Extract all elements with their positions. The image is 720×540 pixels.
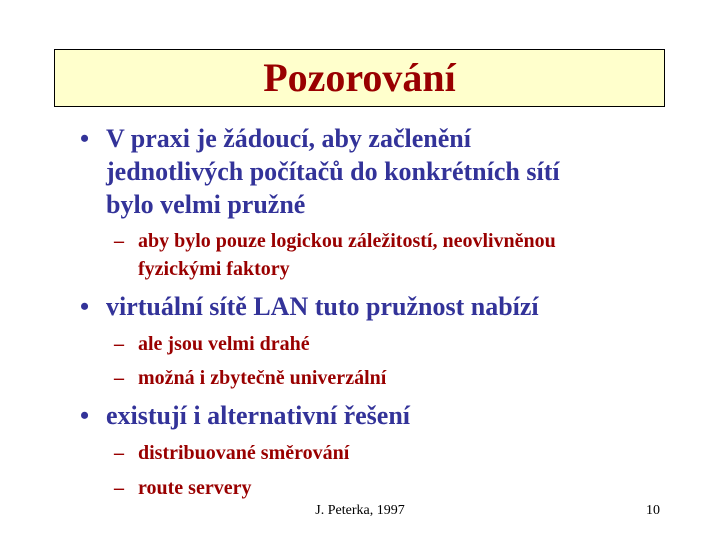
bullet-mark: • [80, 292, 90, 321]
sub-bullet-item [114, 474, 694, 502]
sub-bullet-item [114, 330, 694, 358]
sub-bullet-item [114, 439, 694, 467]
sub-bullet-item [114, 227, 694, 283]
sub-bullet-text-line: distribuované směrování [138, 442, 350, 464]
footer-author: J. Peterka, 1997 [315, 503, 405, 518]
slide-title: Pozorování [263, 55, 456, 100]
bullet-text-line: jednotlivých počítačů do konkrétních sítí [106, 157, 560, 186]
bullet-item [80, 121, 680, 226]
sub-bullet-text-line: aby bylo pouze logickou záležitostí, neovlivněnou [138, 230, 556, 252]
bullet-text-line: existují i alternativní řešení [106, 401, 411, 430]
bullet-text-line: bylo velmi pružné [106, 190, 306, 219]
page-number: 10 [646, 503, 660, 518]
bullet-text-line: virtuální sítě LAN tuto pružnost nabízí [106, 292, 539, 321]
bullet-mark: • [80, 124, 90, 153]
sub-bullet-mark: – [114, 333, 124, 355]
sub-bullet-mark: – [114, 230, 124, 252]
sub-bullet-text-line: možná i zbytečně univerzální [138, 367, 387, 389]
sub-bullet-text-line: fyzickými faktory [138, 258, 290, 280]
sub-bullet-text-line: ale jsou velmi drahé [138, 333, 310, 355]
sub-bullet-text-line: route servery [138, 477, 252, 499]
sub-bullet-mark: – [114, 477, 124, 499]
bullet-text-line: V praxi je žádoucí, aby začlenění [106, 124, 471, 153]
sub-bullet-mark: – [114, 367, 124, 389]
bullet-item [80, 398, 680, 433]
bullet-item [80, 289, 680, 324]
bullet-mark: • [80, 401, 90, 430]
sub-bullet-item [114, 364, 694, 392]
sub-bullet-mark: – [114, 442, 124, 464]
